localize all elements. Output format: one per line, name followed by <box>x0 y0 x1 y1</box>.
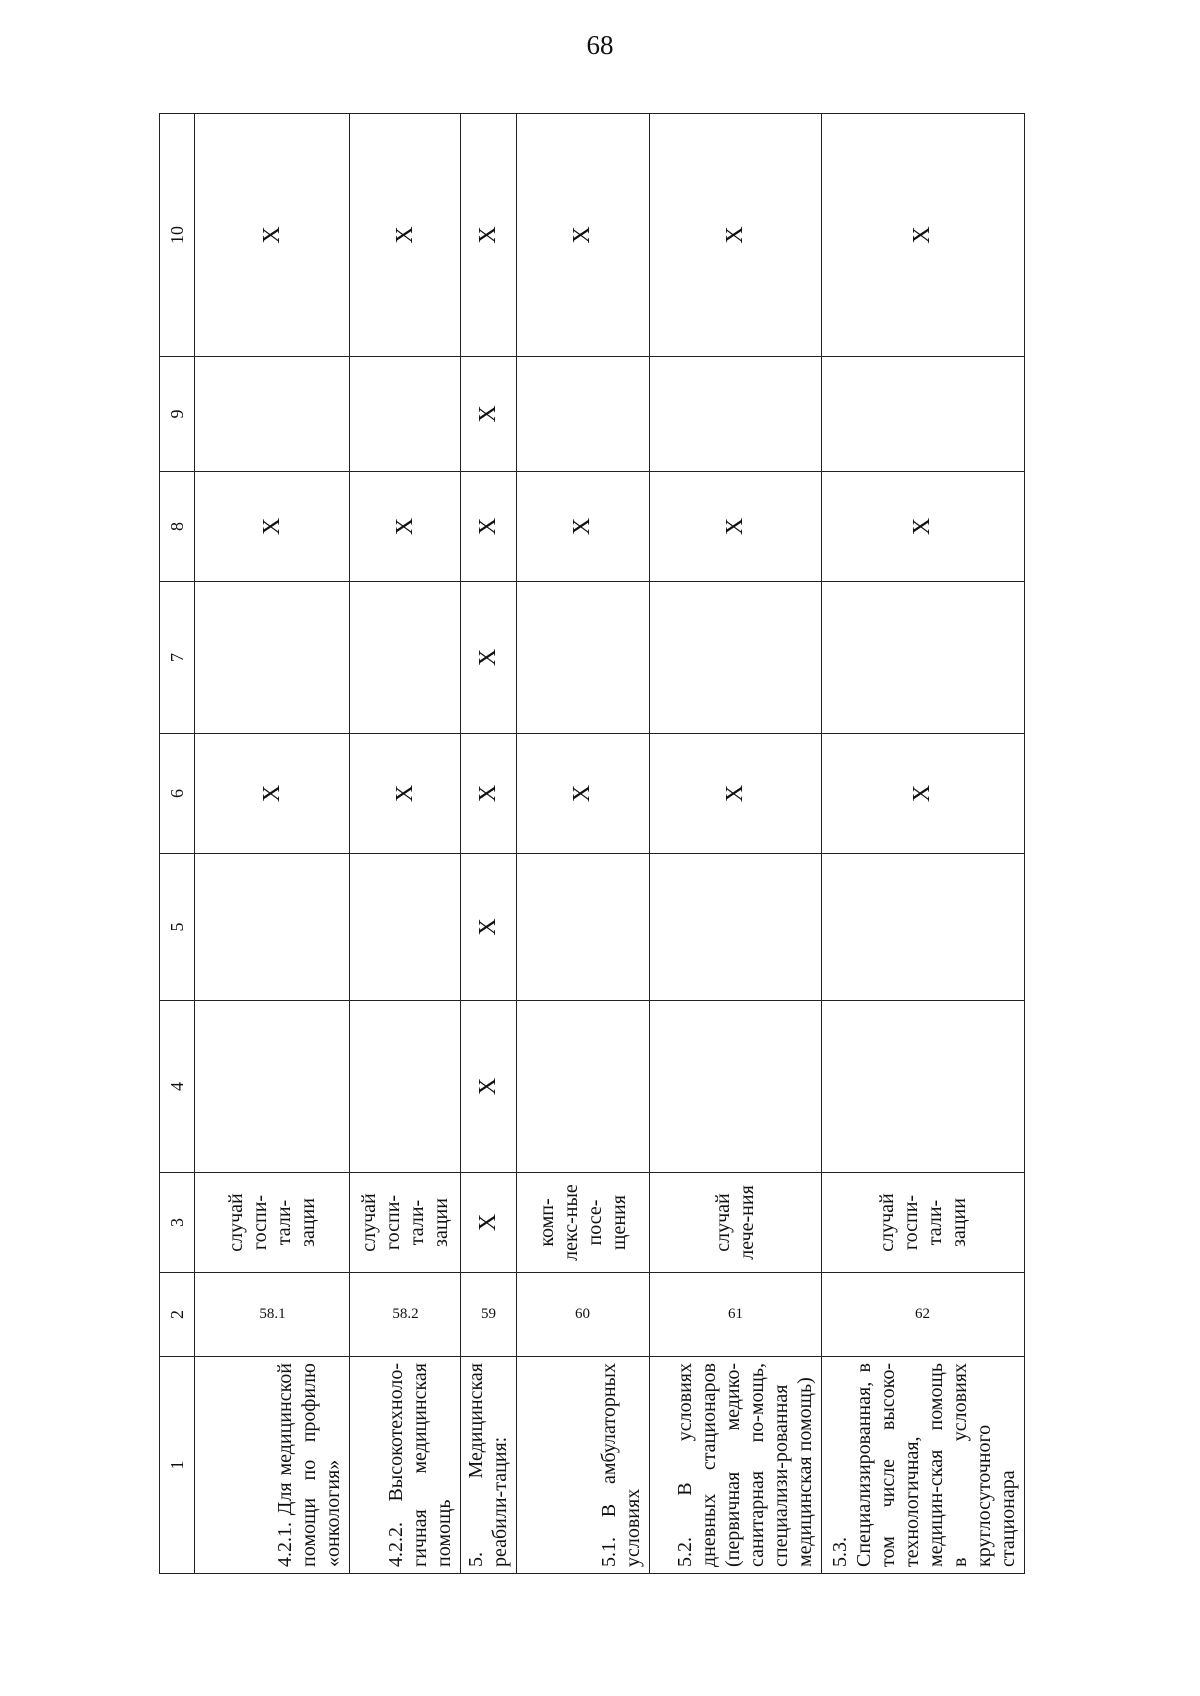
cell-col6: X <box>516 734 649 854</box>
cell-col9 <box>195 357 350 472</box>
cell-col4 <box>350 1001 460 1173</box>
row-code-text: 59 <box>480 1306 496 1322</box>
row-name: 4.2.2. Высокотехноло-гичная медицинская помощь <box>350 1357 460 1574</box>
cell-col5: X <box>460 854 516 1001</box>
cell-col8: X <box>649 472 821 582</box>
row-name: 5.3. Специализированная, в том числе высоко-технологичная, медицин-ская помощь в условиях круглосуточного стационара <box>821 1357 1024 1574</box>
column-header: 2 <box>160 1273 195 1357</box>
cell-col5 <box>821 854 1024 1001</box>
cell-col7 <box>350 582 460 734</box>
column-header: 6 <box>160 734 195 854</box>
cell-col10: X <box>460 114 516 357</box>
row-unit: случай госпи-тали-зации <box>350 1173 460 1273</box>
row-unit: случай лече-ния <box>649 1173 821 1273</box>
row-name: 5.2. В условиях дневных стационаров (первичная медико-санитарная по-мощь, специализи-рованная медицинская помощь) <box>649 1357 821 1574</box>
column-header: 7 <box>160 582 195 734</box>
cell-col9 <box>649 357 821 472</box>
row-unit: случай госпи-тали-зации <box>195 1173 350 1273</box>
cell-col6: X <box>821 734 1024 854</box>
cell-col6: X <box>649 734 821 854</box>
row-code <box>821 1273 1024 1357</box>
cell-col8: X <box>195 472 350 582</box>
row-unit: X <box>460 1173 516 1273</box>
cell-col5 <box>649 854 821 1001</box>
row-code-text: 62 <box>915 1306 931 1322</box>
row-code <box>350 1273 460 1357</box>
table-row <box>821 114 1024 1574</box>
cell-col5 <box>516 854 649 1001</box>
cell-col9 <box>821 357 1024 472</box>
cell-col10: X <box>649 114 821 357</box>
row-name: 4.2.1. Для медицинской помощи по профилю «онкология» <box>195 1357 350 1574</box>
cell-col8: X <box>821 472 1024 582</box>
cell-col8: X <box>516 472 649 582</box>
rotated-table-wrapper <box>159 114 1025 1574</box>
row-code <box>195 1273 350 1357</box>
cell-col10: X <box>195 114 350 357</box>
header-row <box>160 114 195 1574</box>
cell-col5 <box>195 854 350 1001</box>
column-header: 8 <box>160 472 195 582</box>
cell-col8: X <box>460 472 516 582</box>
cell-col10: X <box>516 114 649 357</box>
page-number: 68 <box>586 30 614 60</box>
cell-col4: X <box>460 1001 516 1173</box>
cell-col7 <box>649 582 821 734</box>
column-header: 3 <box>160 1173 195 1273</box>
cell-col9: X <box>460 357 516 472</box>
cell-col10: X <box>821 114 1024 357</box>
row-name: 5.1. В амбулаторных условиях <box>516 1357 649 1574</box>
table-row <box>350 114 460 1574</box>
cell-col4 <box>649 1001 821 1173</box>
cell-col8: X <box>350 472 460 582</box>
row-code <box>460 1273 516 1357</box>
cell-col6: X <box>460 734 516 854</box>
table-row <box>195 114 350 1574</box>
table-row <box>516 114 649 1574</box>
row-code <box>649 1273 821 1357</box>
cell-col7 <box>821 582 1024 734</box>
cell-col7 <box>516 582 649 734</box>
cell-col4 <box>821 1001 1024 1173</box>
row-code-text: 61 <box>727 1306 743 1322</box>
cell-col9 <box>516 357 649 472</box>
cell-col7 <box>195 582 350 734</box>
row-unit: комп-лекс-ные посе-щения <box>516 1173 649 1273</box>
cell-col4 <box>516 1001 649 1173</box>
cell-col6: X <box>350 734 460 854</box>
column-header: 10 <box>160 114 195 357</box>
row-unit: случай госпи-тали-зации <box>821 1173 1024 1273</box>
table-row <box>460 114 516 1574</box>
row-code-text: 58.2 <box>391 1306 419 1322</box>
column-header: 1 <box>160 1357 195 1574</box>
data-table <box>159 113 1025 1574</box>
table-row <box>649 114 821 1574</box>
row-code-text: 60 <box>575 1306 591 1322</box>
row-code-text: 58.1 <box>259 1306 286 1322</box>
row-code <box>516 1273 649 1357</box>
column-header: 4 <box>160 1001 195 1173</box>
cell-col10: X <box>350 114 460 357</box>
cell-col5 <box>350 854 460 1001</box>
cell-col6: X <box>195 734 350 854</box>
cell-col7: X <box>460 582 516 734</box>
row-name: 5. Медицинская реабили-тация: <box>460 1357 516 1574</box>
column-header: 9 <box>160 357 195 472</box>
cell-col4 <box>195 1001 350 1173</box>
cell-col9 <box>350 357 460 472</box>
column-header: 5 <box>160 854 195 1001</box>
